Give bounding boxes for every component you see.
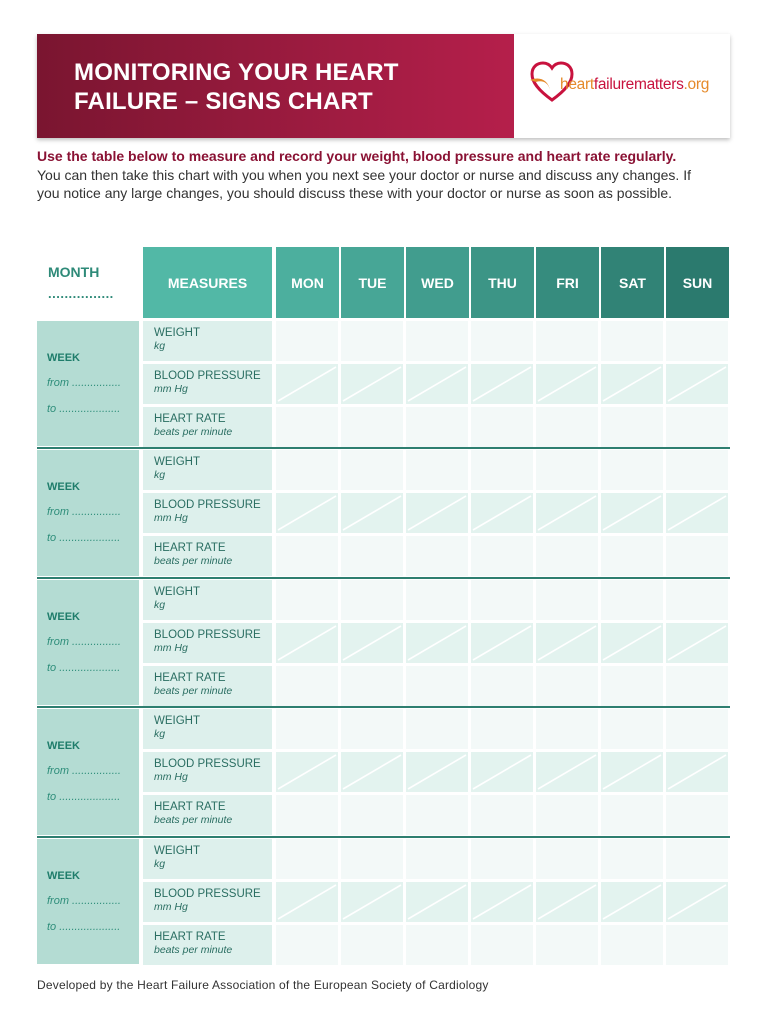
entry-cell-thu[interactable]: [471, 839, 533, 879]
entry-cell-mon[interactable]: [276, 925, 338, 965]
entry-cell-sun[interactable]: [666, 839, 728, 879]
diagonal-divider: [601, 752, 663, 792]
entry-cell-wed[interactable]: [406, 882, 468, 922]
entry-cell-mon[interactable]: [276, 752, 338, 792]
week-block: [37, 580, 139, 705]
measure-name: BLOOD PRESSURE: [154, 628, 261, 641]
entry-cell-wed[interactable]: [406, 666, 468, 706]
entry-cell-wed[interactable]: [406, 752, 468, 792]
entry-cell-wed[interactable]: [406, 407, 468, 447]
header-day-sun: SUN: [666, 247, 729, 318]
measure-label-cell: [143, 666, 272, 706]
diagonal-divider: [471, 623, 533, 663]
entry-cell-fri[interactable]: [536, 364, 598, 404]
entry-cell-tue[interactable]: [341, 925, 403, 965]
diagonal-divider: [471, 752, 533, 792]
header-day-fri: FRI: [536, 247, 599, 318]
diagonal-divider: [536, 752, 598, 792]
week-to-field[interactable]: to ....................: [47, 403, 121, 415]
diagonal-divider: [406, 882, 468, 922]
measure-unit: kg: [154, 857, 166, 870]
entry-cell-sat[interactable]: [601, 925, 663, 965]
measure-unit: kg: [154, 469, 166, 482]
entry-cell-sun[interactable]: [666, 321, 728, 361]
entry-cell-sat[interactable]: [601, 795, 663, 835]
entry-cell-fri[interactable]: [536, 839, 598, 879]
week-from-field[interactable]: from ................: [47, 635, 121, 648]
diagonal-divider: [276, 882, 338, 922]
logo: [514, 34, 730, 138]
week-to-field[interactable]: to ....................: [47, 532, 121, 545]
entry-cell-tue[interactable]: [341, 709, 403, 749]
diagonal-divider: [276, 623, 338, 663]
page-title: [74, 58, 399, 116]
entry-cell-sun[interactable]: [666, 364, 728, 404]
week-label: WEEK: [47, 352, 80, 364]
week-label: WEEK: [47, 481, 80, 494]
week-separator: [37, 706, 730, 708]
diagonal-divider: [601, 364, 663, 404]
header-day-wed: WED: [406, 247, 469, 318]
measure-label-cell: [143, 795, 272, 835]
diagonal-divider: [341, 882, 403, 922]
diagonal-divider: [471, 493, 533, 533]
measure-unit: beats per minute: [154, 943, 233, 956]
entry-cell-tue[interactable]: [341, 623, 403, 663]
entry-cell-sat[interactable]: [601, 752, 663, 792]
entry-cell-tue[interactable]: [341, 364, 403, 404]
entry-cell-sun[interactable]: [666, 882, 728, 922]
entry-cell-sat[interactable]: [601, 321, 663, 361]
week-label: WEEK: [47, 740, 80, 753]
diagonal-divider: [406, 623, 468, 663]
measure-unit: mm Hg: [154, 900, 188, 913]
diagonal-divider: [666, 623, 728, 663]
measure-name: BLOOD PRESSURE: [154, 758, 261, 771]
diagonal-divider: [341, 493, 403, 533]
week-block: [37, 450, 139, 575]
measure-unit: mm Hg: [154, 771, 188, 784]
entry-cell-wed[interactable]: [406, 450, 468, 490]
entry-cell-wed[interactable]: [406, 321, 468, 361]
entry-cell-thu[interactable]: [471, 364, 533, 404]
diagonal-divider: [666, 364, 728, 404]
measure-label-cell: [143, 493, 272, 533]
measure-unit: mm Hg: [154, 383, 188, 395]
measure-label-cell: [143, 407, 272, 447]
diagonal-divider: [276, 493, 338, 533]
entry-cell-wed[interactable]: [406, 580, 468, 620]
entry-cell-wed[interactable]: [406, 795, 468, 835]
entry-cell-mon[interactable]: [276, 321, 338, 361]
diagonal-divider: [341, 752, 403, 792]
diagonal-divider: [601, 493, 663, 533]
entry-cell-fri[interactable]: [536, 752, 598, 792]
entry-cell-sat[interactable]: [601, 450, 663, 490]
diagonal-divider: [471, 364, 533, 404]
measure-unit: mm Hg: [154, 512, 188, 525]
measure-unit: beats per minute: [154, 684, 233, 697]
entry-cell-sat[interactable]: [601, 536, 663, 576]
entry-cell-thu[interactable]: [471, 666, 533, 706]
entry-cell-thu[interactable]: [471, 321, 533, 361]
measure-name: BLOOD PRESSURE: [154, 370, 261, 382]
entry-cell-mon[interactable]: [276, 580, 338, 620]
entry-cell-tue[interactable]: [341, 839, 403, 879]
entry-cell-mon[interactable]: [276, 709, 338, 749]
diagonal-divider: [536, 882, 598, 922]
header-measures: MEASURES: [143, 247, 272, 318]
entry-cell-sun[interactable]: [666, 795, 728, 835]
measure-unit: kg: [154, 728, 166, 741]
page-title-line2: FAILURE – SIGNS CHART: [74, 88, 373, 115]
entry-cell-sat[interactable]: [601, 493, 663, 533]
page-title-line1: MONITORING YOUR HEART: [74, 59, 399, 86]
week-from-field[interactable]: from ................: [47, 894, 121, 907]
entry-cell-sun[interactable]: [666, 709, 728, 749]
diagonal-divider: [666, 752, 728, 792]
entry-cell-fri[interactable]: [536, 709, 598, 749]
diagonal-divider: [471, 882, 533, 922]
entry-cell-wed[interactable]: [406, 623, 468, 663]
measure-unit: kg: [154, 340, 166, 352]
diagonal-divider: [341, 623, 403, 663]
week-block: [37, 709, 139, 834]
entry-cell-mon[interactable]: [276, 493, 338, 533]
logo-text-failurematters: failurematters: [593, 76, 684, 93]
measure-label-cell: [143, 709, 272, 749]
diagonal-divider: [341, 364, 403, 404]
header-day-thu: THU: [471, 247, 534, 318]
diagonal-divider: [406, 364, 468, 404]
measure-name: WEIGHT: [154, 585, 200, 598]
entry-cell-sun[interactable]: [666, 536, 728, 576]
entry-cell-fri[interactable]: [536, 666, 598, 706]
entry-cell-thu[interactable]: [471, 709, 533, 749]
entry-cell-fri[interactable]: [536, 450, 598, 490]
entry-cell-sat[interactable]: [601, 407, 663, 447]
measure-name: WEIGHT: [154, 844, 200, 857]
measure-name: WEIGHT: [154, 715, 200, 728]
measure-unit: beats per minute: [154, 555, 233, 568]
entry-cell-mon[interactable]: [276, 882, 338, 922]
entry-cell-fri[interactable]: [536, 925, 598, 965]
week-label: WEEK: [47, 869, 80, 882]
entry-cell-mon[interactable]: [276, 666, 338, 706]
week-separator: [37, 577, 730, 579]
measure-label-cell: [143, 752, 272, 792]
entry-cell-thu[interactable]: [471, 882, 533, 922]
measure-label-cell: [143, 839, 272, 879]
entry-cell-tue[interactable]: [341, 407, 403, 447]
entry-cell-fri[interactable]: [536, 795, 598, 835]
header-banner: [37, 34, 730, 138]
entry-cell-wed[interactable]: [406, 709, 468, 749]
diagonal-divider: [406, 752, 468, 792]
entry-cell-mon[interactable]: [276, 536, 338, 576]
measure-label-cell: [143, 925, 272, 965]
entry-cell-tue[interactable]: [341, 795, 403, 835]
week-to-field[interactable]: to ....................: [47, 920, 121, 933]
entry-cell-wed[interactable]: [406, 536, 468, 576]
diagonal-divider: [276, 364, 338, 404]
measure-unit: beats per minute: [154, 814, 233, 827]
measure-label-cell: [143, 321, 272, 361]
measure-label-cell: [143, 623, 272, 663]
entry-cell-mon[interactable]: [276, 795, 338, 835]
entry-cell-mon[interactable]: [276, 364, 338, 404]
entry-cell-tue[interactable]: [341, 493, 403, 533]
diagonal-divider: [601, 623, 663, 663]
entry-cell-tue[interactable]: [341, 321, 403, 361]
entry-cell-sun[interactable]: [666, 752, 728, 792]
entry-cell-sun[interactable]: [666, 493, 728, 533]
measure-name: HEART RATE: [154, 801, 226, 814]
entry-cell-wed[interactable]: [406, 493, 468, 533]
diagonal-divider: [601, 882, 663, 922]
month-fill-line[interactable]: ................: [48, 286, 114, 301]
logo-text-org: .org: [683, 76, 710, 93]
measure-label-cell: [143, 580, 272, 620]
entry-cell-fri[interactable]: [536, 623, 598, 663]
entry-cell-sun[interactable]: [666, 623, 728, 663]
entry-cell-fri[interactable]: [536, 580, 598, 620]
measure-unit: beats per minute: [154, 426, 233, 438]
title-banner: [37, 34, 514, 138]
entry-cell-sat[interactable]: [601, 580, 663, 620]
entry-cell-tue[interactable]: [341, 752, 403, 792]
week-label: WEEK: [47, 610, 80, 623]
diagonal-divider: [536, 623, 598, 663]
entry-cell-thu[interactable]: [471, 623, 533, 663]
week-block: [37, 839, 139, 964]
entry-cell-wed[interactable]: [406, 925, 468, 965]
week-separator: [37, 447, 730, 449]
measure-name: WEIGHT: [154, 327, 200, 339]
measure-name: HEART RATE: [154, 413, 226, 425]
measure-label-cell: [143, 536, 272, 576]
intro-body: You can then take this chart with you when you next see your doctor or nurse and discuss any changes. If you notice any large changes, you should discuss these with your doctor or nurse as soon as possible.: [37, 167, 691, 201]
measure-name: BLOOD PRESSURE: [154, 887, 261, 900]
entry-cell-sun[interactable]: [666, 925, 728, 965]
entry-cell-tue[interactable]: [341, 536, 403, 576]
entry-cell-sat[interactable]: [601, 623, 663, 663]
intro-instruction: Use the table below to measure and record your weight, blood pressure and heart rate regularly.: [37, 148, 677, 164]
entry-cell-tue[interactable]: [341, 882, 403, 922]
header-day-mon: MON: [276, 247, 339, 318]
entry-cell-mon[interactable]: [276, 839, 338, 879]
entry-cell-thu[interactable]: [471, 580, 533, 620]
week-from-field[interactable]: from ................: [47, 765, 121, 778]
measure-name: HEART RATE: [154, 542, 226, 555]
entry-cell-thu[interactable]: [471, 925, 533, 965]
entry-cell-fri[interactable]: [536, 536, 598, 576]
entry-cell-tue[interactable]: [341, 666, 403, 706]
entry-cell-sun[interactable]: [666, 580, 728, 620]
measure-label-cell: [143, 364, 272, 404]
week-block: [37, 321, 139, 446]
header-day-tue: TUE: [341, 247, 404, 318]
entry-cell-thu[interactable]: [471, 407, 533, 447]
entry-cell-mon[interactable]: [276, 623, 338, 663]
entry-cell-sat[interactable]: [601, 709, 663, 749]
entry-cell-wed[interactable]: [406, 839, 468, 879]
measure-label-cell: [143, 450, 272, 490]
week-from-field[interactable]: from ................: [47, 377, 121, 389]
entry-cell-fri[interactable]: [536, 407, 598, 447]
month-label: MONTH: [48, 264, 100, 280]
entry-cell-tue[interactable]: [341, 450, 403, 490]
entry-cell-thu[interactable]: [471, 795, 533, 835]
entry-cell-sat[interactable]: [601, 666, 663, 706]
entry-cell-tue[interactable]: [341, 580, 403, 620]
entry-cell-thu[interactable]: [471, 536, 533, 576]
measure-name: HEART RATE: [154, 671, 226, 684]
entry-cell-sat[interactable]: [601, 882, 663, 922]
diagonal-divider: [666, 493, 728, 533]
diagonal-divider: [276, 752, 338, 792]
measure-name: WEIGHT: [154, 456, 200, 469]
diagonal-divider: [406, 493, 468, 533]
measure-unit: kg: [154, 598, 166, 611]
footer-credit: Developed by the Heart Failure Association of the European Society of Cardiology: [37, 978, 489, 992]
entry-cell-sun[interactable]: [666, 666, 728, 706]
week-from-field[interactable]: from ................: [47, 506, 121, 519]
entry-cell-sun[interactable]: [666, 407, 728, 447]
logo-wordmark: [560, 76, 709, 94]
measure-label-cell: [143, 882, 272, 922]
logo-text-heart: heart: [560, 76, 594, 93]
entry-cell-thu[interactable]: [471, 752, 533, 792]
entry-cell-sat[interactable]: [601, 364, 663, 404]
diagonal-divider: [536, 493, 598, 533]
entry-cell-thu[interactable]: [471, 493, 533, 533]
entry-cell-sun[interactable]: [666, 450, 728, 490]
entry-cell-wed[interactable]: [406, 364, 468, 404]
diagonal-divider: [536, 364, 598, 404]
entry-cell-sat[interactable]: [601, 839, 663, 879]
entry-cell-mon[interactable]: [276, 407, 338, 447]
measure-name: HEART RATE: [154, 930, 226, 943]
week-separator: [37, 836, 730, 838]
header-day-sat: SAT: [601, 247, 664, 318]
entry-cell-fri[interactable]: [536, 321, 598, 361]
entry-cell-mon[interactable]: [276, 450, 338, 490]
week-to-field[interactable]: to ....................: [47, 661, 121, 674]
entry-cell-thu[interactable]: [471, 450, 533, 490]
measure-name: BLOOD PRESSURE: [154, 499, 261, 512]
entry-cell-fri[interactable]: [536, 493, 598, 533]
measure-unit: mm Hg: [154, 641, 188, 654]
diagonal-divider: [666, 882, 728, 922]
week-to-field[interactable]: to ....................: [47, 791, 121, 804]
intro: [37, 148, 717, 202]
entry-cell-fri[interactable]: [536, 882, 598, 922]
